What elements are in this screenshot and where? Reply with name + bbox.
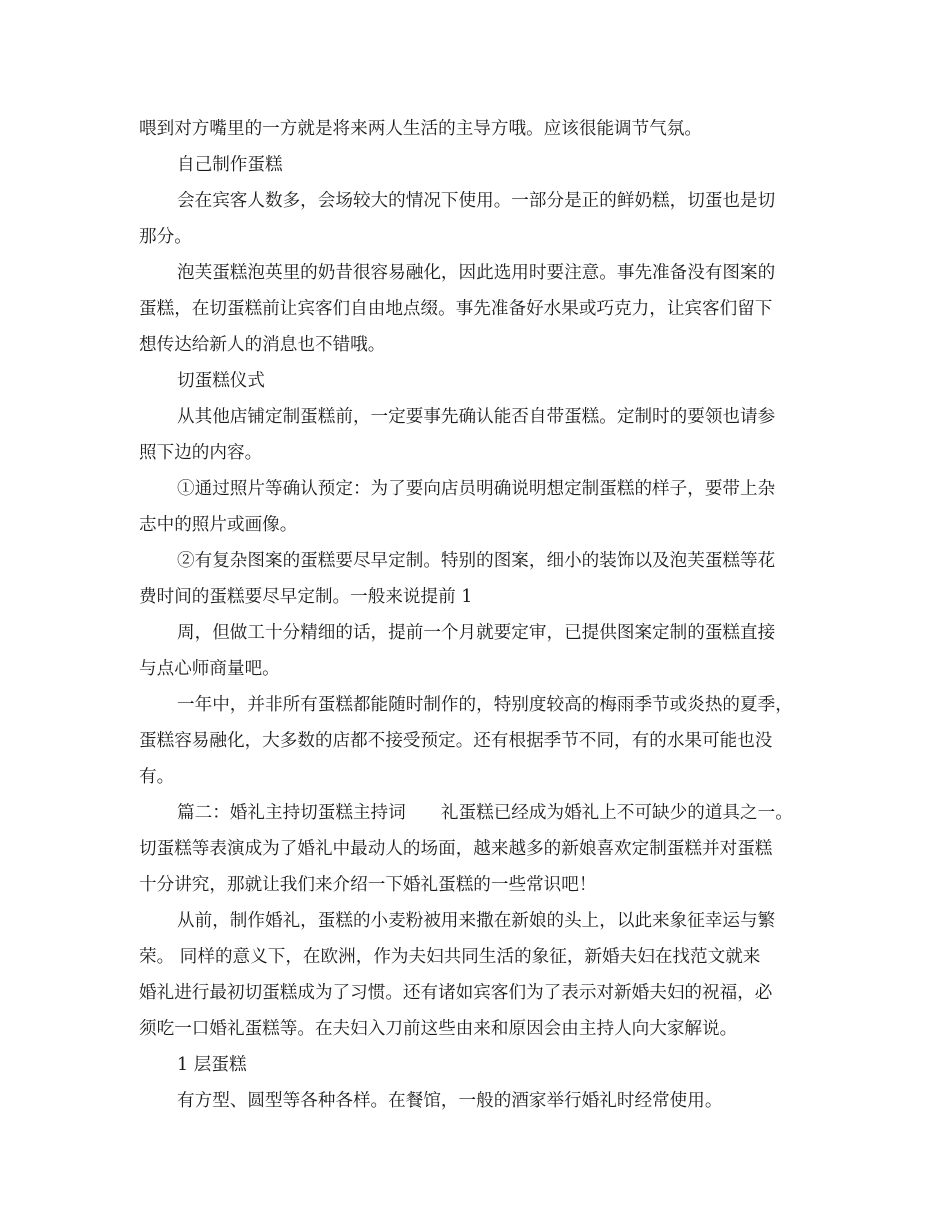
text-line: 蛋糕容易融化，大多数的店都不接受预定。还有根据季节不同，有的水果可能也没 [139, 731, 773, 751]
text-line: 想传达给新人的消息也不错哦。 [139, 335, 386, 355]
text-line: ②有复杂图案的蛋糕要尽早定制。特别的图案，细小的装饰以及泡芙蛋糕等花 [177, 551, 776, 571]
text-line: 切蛋糕等表演成为了婚礼中最动人的场面，越来越多的新娘喜欢定制蛋糕并对蛋糕 [139, 839, 773, 859]
text-line: 周，但做工十分精细的话，提前一个月就要定审，已提供图案定制的蛋糕直接 [177, 623, 776, 643]
text-line: 十分讲究，那就让我们来介绍一下婚礼蛋糕的一些常识吧！ [139, 875, 597, 895]
text-line: 须吃一口婚礼蛋糕等。在夫妇入刀前这些由来和原因会由主持人向大家解说。 [139, 1019, 738, 1039]
text-line: 照下边的内容。 [139, 443, 263, 463]
text-line: 蛋糕，在切蛋糕前让宾客们自由地点缀。事先准备好水果或巧克力，让宾客们留下 [139, 299, 773, 319]
text-line: 一年中，并非所有蛋糕都能随时制作的，特别度较高的梅雨季节或炎热的夏季， [177, 695, 793, 715]
text-line: 从前，制作婚礼，蛋糕的小麦粉被用来撒在新娘的头上，以此来象征幸运与繁 [177, 911, 776, 931]
text-line: 从其他店铺定制蛋糕前，一定要事先确认能否自带蛋糕。定制时的要领也请参 [177, 407, 776, 427]
section-heading: 自己制作蛋糕 [177, 155, 283, 175]
text-line: 喂到对方嘴里的一方就是将来两人生活的主导方哦。应该很能调节气氛。 [139, 119, 703, 139]
text-line: 篇二：婚礼主持切蛋糕主持词 礼蛋糕已经成为婚礼上不可缺少的道具之一。 [177, 803, 793, 823]
text-line: 有。 [139, 767, 175, 787]
text-line: 与点心师商量吧。 [139, 659, 280, 679]
text-line: 有方型、圆型等各种各样。在餐馆，一般的酒家举行婚礼时经常使用。 [177, 1091, 723, 1111]
text-line: 泡芙蛋糕泡英里的奶昔很容易融化，因此选用时要注意。事先准备没有图案的 [177, 263, 776, 283]
text-line: 那分。 [139, 227, 192, 247]
text-line: 荣。 同样的意义下，在欧洲，作为夫妇共同生活的象征，新婚夫妇在找范文就来 [139, 947, 761, 967]
text-line: 志中的照片或画像。 [139, 515, 298, 535]
section-heading: 切蛋糕仪式 [177, 371, 265, 391]
text-line: ①通过照片等确认预定：为了要向店员明确说明想定制蛋糕的样子，要带上杂 [177, 479, 776, 499]
section-heading: 1 层蛋糕 [177, 1055, 247, 1075]
text-line: 会在宾客人数多，会场较大的情况下使用。一部分是正的鲜奶糕，切蛋也是切 [177, 191, 776, 211]
text-line: 婚礼进行最初切蛋糕成为了习惯。还有诸如宾客们为了表示对新婚夫妇的祝福，必 [139, 983, 773, 1003]
text-line: 费时间的蛋糕要尽早定制。一般来说提前 1 [139, 587, 473, 607]
